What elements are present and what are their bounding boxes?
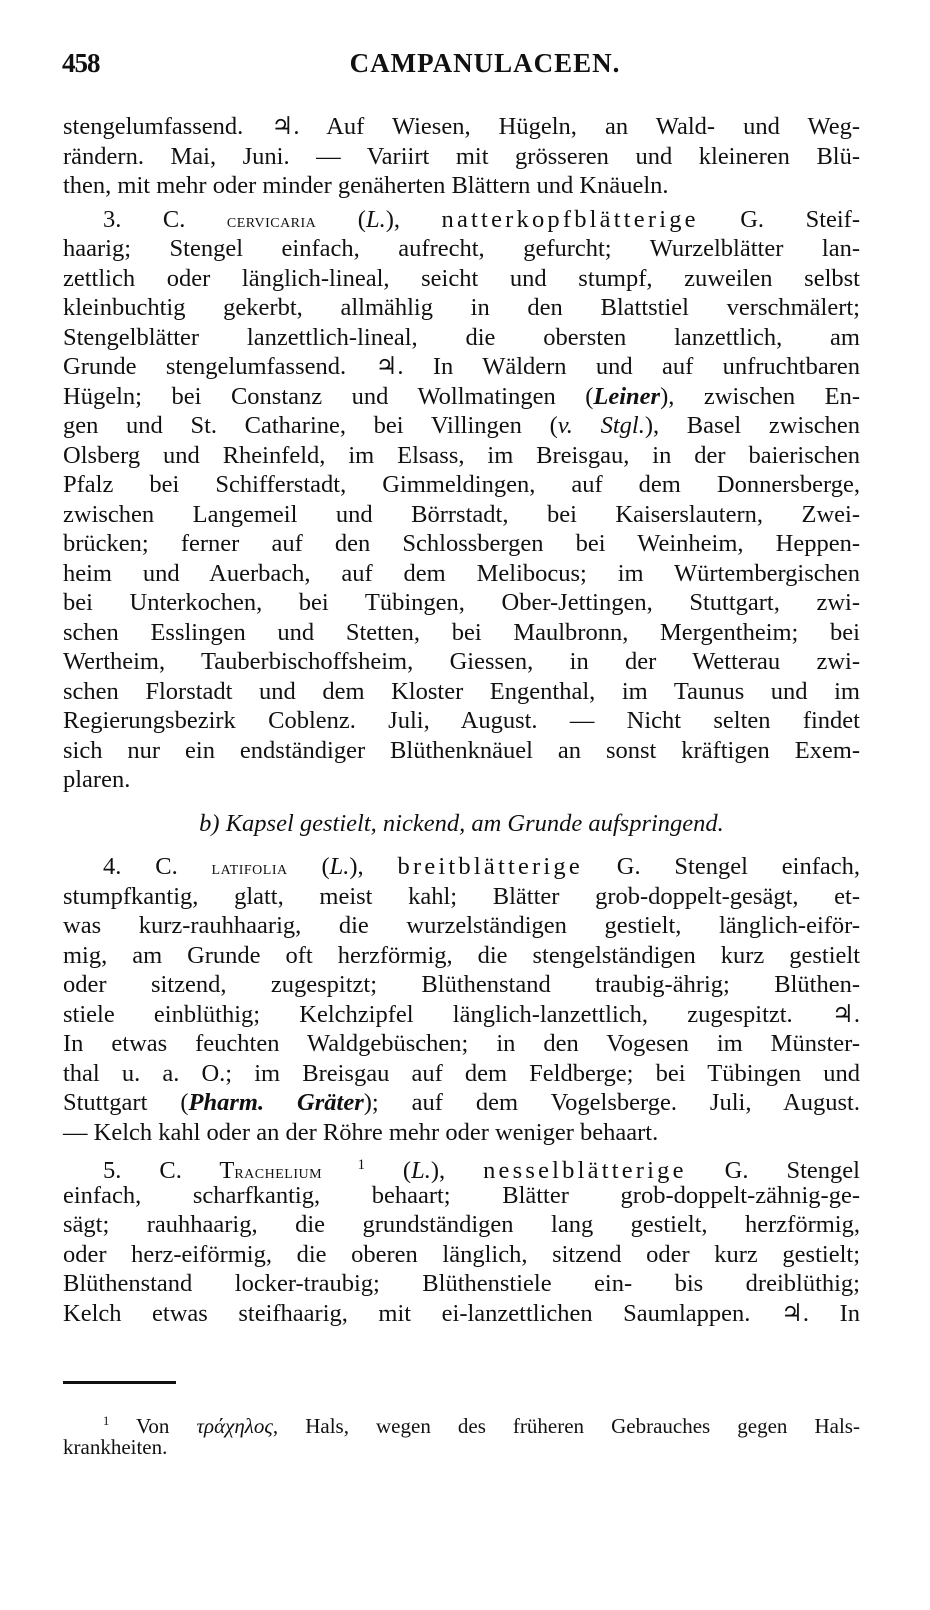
text-run: Stengelblätter lanzettlich-lineal, die obersten lanzettlich, am: [63, 323, 860, 351]
text-run: 4. C.: [103, 853, 212, 880]
text-run: 1: [322, 1157, 365, 1173]
text-run: was kurz-rauhhaarig, die wurzelständigen gestielt, länglich-eiför-: [63, 912, 860, 939]
text-run: τράχηλος: [196, 1414, 273, 1438]
text-run: latifolia: [211, 857, 288, 879]
text-run: Pfalz bei Schifferstadt, Gimmeldingen, auf dem Donnersberge,: [63, 471, 860, 498]
text-run: 1: [103, 1414, 110, 1428]
text-run: rändern. Mai, Juni. — Variirt mit grösseren und kleineren Blü-: [63, 142, 860, 170]
paragraph: [63, 1151, 860, 1328]
text-run: gen und St. Catharine, bei Villingen (: [63, 412, 558, 439]
text-run: Stuttgart (: [63, 1089, 189, 1116]
text-line: [63, 647, 860, 677]
text-run: brücken; ferner auf den Schlossbergen bei Weinheim, Heppen-: [63, 530, 860, 557]
text-line: [63, 1118, 860, 1148]
text-line: [63, 559, 860, 589]
text-run: schen Esslingen und Stetten, bei Maulbronn, Mergentheim; bei: [63, 618, 860, 646]
text-line: [63, 234, 860, 264]
text-run: haarig; Stengel einfach, aufrecht, gefurcht; Wurzelblätter lan-: [63, 235, 860, 262]
text-run: (: [316, 205, 366, 233]
text-run: zettlich oder länglich-lineal, seicht und stumpf, zuweilen selbst: [63, 264, 860, 292]
text-line: [63, 706, 860, 736]
running-head: CAMPANULACEEN.: [349, 48, 621, 78]
text-run: then, mit mehr oder minder genäherten Blättern und Knäueln.: [63, 172, 669, 199]
text-run: Olsberg und Rheinfeld, im Elsass, im Breisgau, in der baierischen: [63, 441, 860, 469]
text-run: oder sitzend, zugespitzt; Blüthenstand traubig-ährig; Blüthen-: [63, 971, 860, 998]
text-line: [63, 1029, 860, 1059]
text-run: G. Stengel: [686, 1157, 860, 1185]
text-line: [63, 1181, 860, 1211]
page-number: 458: [62, 48, 100, 78]
text-line: [63, 1059, 860, 1089]
text-run: mig, am Grunde oft herzförmig, die stengelständigen kurz gestielt: [63, 941, 860, 969]
text-line: [63, 1000, 860, 1030]
text-line: [63, 1088, 860, 1118]
text-run: stumpfkantig, glatt, meist kahl; Blätter grob-doppelt-gesägt, et-: [63, 882, 860, 910]
text-line: [63, 1299, 860, 1329]
text-run: — Kelch kahl oder an der Röhre mehr oder weniger behaart.: [63, 1118, 659, 1146]
text-line: [63, 941, 860, 971]
text-line: [63, 112, 860, 142]
paragraph: [63, 205, 860, 795]
text-line: [63, 765, 860, 795]
paragraph: [63, 112, 860, 201]
text-line: [63, 736, 860, 766]
text-run: sägt; rauhhaarig, die grundständigen lang gestielt, herzförmig,: [63, 1211, 860, 1238]
text-run: cervicaria: [226, 209, 317, 232]
text-run: , Hals, wegen des früheren Gebrauches gegen Hals-: [272, 1414, 860, 1438]
text-line: [63, 441, 860, 471]
footnote-line: [63, 1408, 860, 1438]
text-run: 5. C. T: [103, 1157, 235, 1185]
text-run: Leiner: [593, 382, 661, 410]
text-run: v. Stgl.: [557, 412, 645, 439]
text-run: 3. C.: [103, 205, 227, 233]
text-run: zwischen Langemeil und Börrstadt, bei Kaiserslautern, Zwei-: [63, 500, 860, 528]
text-run: stengelumfassend. ♃. Auf Wiesen, Hügeln, an Wald- und Weg-: [63, 113, 860, 140]
text-run: Kelch etwas steifhaarig, mit ei-lanzettlichen Saumlappen. ♃. In: [63, 1299, 860, 1327]
text-run: nesselblätterige: [483, 1157, 687, 1185]
text-line: [63, 1269, 860, 1299]
text-run: breitblätterige: [397, 853, 583, 880]
text-run: Blüthenstand locker-traubig; Blüthenstiele ein- bis dreiblüthig;: [63, 1270, 860, 1297]
text-run: ),: [430, 1157, 484, 1185]
text-run: bei Unterkochen, bei Tübingen, Ober-Jettingen, Stuttgart, zwi-: [63, 589, 860, 616]
text-run: L.: [329, 853, 350, 880]
text-run: (: [287, 853, 330, 880]
text-run: sich nur ein endständiger Blüthenknäuel an sonst kräftigen Exem-: [63, 736, 860, 764]
text-run: thal u. a. O.; im Breisgau auf dem Feldberge; bei Tübingen und: [63, 1059, 860, 1087]
text-run: natterkopfblätterige: [441, 205, 699, 233]
text-line: [63, 970, 860, 1000]
text-run: Von: [109, 1414, 197, 1438]
text-line: [63, 618, 860, 648]
text-run: stiele einblüthig; Kelchzipfel länglich-lanzettlich, zugespitzt. ♃.: [63, 1000, 860, 1028]
text-line: [63, 1151, 860, 1185]
text-line: [63, 171, 860, 201]
text-run: L.: [365, 205, 386, 233]
text-run: ),: [385, 205, 442, 233]
text-line: [63, 352, 860, 382]
text-line: [63, 677, 860, 707]
footnote-rule: [63, 1381, 176, 1384]
text-line: [63, 852, 860, 882]
section-heading: b) Kapsel gestielt, nickend, am Grunde aufspringend.: [199, 809, 724, 837]
text-run: einfach, scharfkantig, behaart; Blätter grob-doppelt-zähnig-ge-: [63, 1181, 860, 1209]
text-line: [63, 588, 860, 618]
text-line: [63, 1210, 860, 1240]
text-line: [63, 529, 860, 559]
text-run: schen Florstadt und dem Kloster Engenthal, im Taunus und im: [63, 677, 860, 705]
footnote: [63, 1408, 860, 1460]
text-run: G. Steif-: [698, 205, 860, 233]
text-run: (: [364, 1157, 412, 1185]
text-line: [63, 500, 860, 530]
text-run: krankheiten.: [63, 1435, 168, 1459]
text-run: ), zwischen En-: [660, 382, 860, 410]
text-run: ), Basel zwischen: [644, 412, 861, 439]
body-text: [63, 112, 860, 1328]
text-line: [63, 142, 860, 172]
text-line: [63, 293, 860, 323]
text-run: G. Stengel einfach,: [582, 853, 860, 880]
text-line: [63, 411, 860, 441]
text-run: ); auf dem Vogelsberge. Juli, August.: [363, 1089, 860, 1116]
text-run: Wertheim, Tauberbischoffsheim, Giessen, in der Wetterau zwi-: [63, 648, 860, 675]
text-run: oder herz-eiförmig, die oberen länglich, sitzend oder kurz gestielt;: [63, 1240, 860, 1268]
text-run: Regierungsbezirk Coblenz. Juli, August. — Nicht selten findet: [63, 707, 860, 734]
text-line: [63, 205, 860, 235]
text-run: heim und Auerbach, auf dem Melibocus; im Würtembergischen: [63, 559, 860, 587]
text-line: [63, 882, 860, 912]
text-line: [63, 470, 860, 500]
text-line: [63, 382, 860, 412]
text-line: [63, 1240, 860, 1270]
paragraph-gap: [63, 795, 860, 809]
text-run: L.: [411, 1157, 431, 1185]
text-line: [63, 323, 860, 353]
text-run: rachelium: [234, 1161, 323, 1184]
text-run: plaren.: [63, 766, 131, 793]
text-line: [63, 264, 860, 294]
text-run: ),: [349, 853, 398, 880]
text-run: kleinbuchtig gekerbt, allmählig in den Blattstiel verschmälert;: [63, 294, 860, 321]
text-run: Grunde stengelumfassend. ♃. In Wäldern und auf unfruchtbaren: [63, 353, 860, 380]
text-run: Pharm. Gräter: [188, 1089, 364, 1116]
text-run: In etwas feuchten Waldgebüschen; in den Vogesen im Münster-: [63, 1030, 860, 1057]
paragraph: [63, 852, 860, 1147]
text-run: Hügeln; bei Constanz und Wollmatingen (: [63, 382, 594, 410]
paragraph-gap: [63, 838, 860, 852]
text-line: [63, 911, 860, 941]
